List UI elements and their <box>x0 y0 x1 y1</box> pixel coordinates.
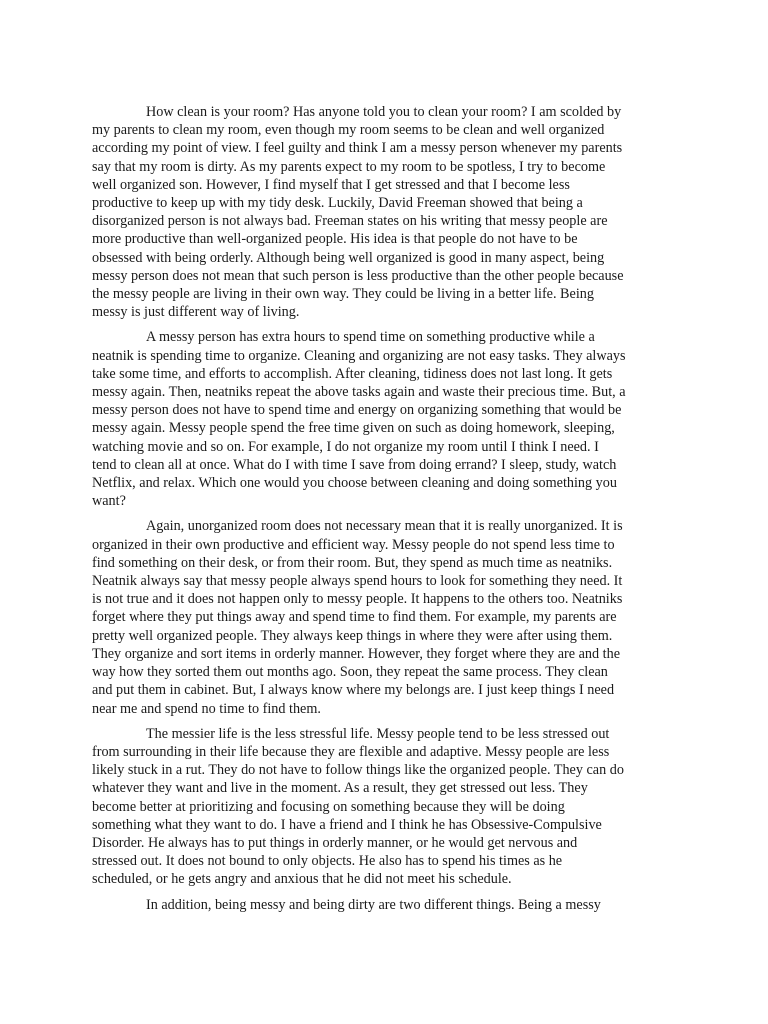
paragraph-messy-vs-dirty: In addition, being messy and being dirty are two different things. Being a messy <box>146 896 601 913</box>
paragraph-unorganized-room: Again, unorganized room does not necessary mean that it is really unorganized. It is organized in their own productive and efficient way. Messy people do not spend less time to find something on their desk, or from their room. But, they spend as much time as neatniks. Neatnik always say that messy people always spend hours to look for something they need. It is not true and it does not happen only to messy people. It happens to the others too. Neatniks forget where they put things away and spend time to find them. For example, my parents are pretty well organized people. They always keep things in where they were after using them. They organize and sort items in orderly manner. However, they forget where they are and the way how they sorted them out months ago. Soon, they repeat the same process. They clean and put them in cabinet. But, I always know where my belongs are. I just keep things I need near me and spend no time to find them. <box>92 518 623 717</box>
paragraph-extra-hours: A messy person has extra hours to spend time on something productive while a neatnik is spending time to organize. Cleaning and organizing are not easy tasks. They always take some time, and efforts to accomplish. After cleaning, tidiness does not last long. It gets messy again. Then, neatniks repeat the above tasks again and waste their precious time. But, a messy person does not have to spend time and energy on organizing something that would be messy again. Messy people spend the free time given on such as doing homework, sleeping, watching movie and so on. For example, I do not organize my room until I think I need. I tend to clean all at once. What do I with time I save from doing errand? I sleep, study, watch Netflix, and relax. Which one would you choose between cleaning and doing something you want? <box>92 329 626 510</box>
document-page <box>92 103 674 921</box>
paragraph-less-stressful: The messier life is the less stressful life. Messy people tend to be less stressed out from surrounding in their life because they are flexible and adaptive. Messy people are less likely stuck in a rut. They do not have to follow things like the organized people. They can do whatever they want and live in the moment. As a result, they get stressed out less. They become better at prioritizing and focusing on something because they will be doing something what they want to do. I have a friend and I think he has Obsessive-Compulsive Disorder. He always has to put things in orderly manner, or he would get nervous and stressed out. It does not bound to only objects. He also has to spend his times as he scheduled, or he gets angry and anxious that he did not meet his schedule. <box>92 725 624 888</box>
paragraph-intro: How clean is your room? Has anyone told you to clean your room? I am scolded by my parents to clean my room, even though my room seems to be clean and well organized according my point of view. I feel guilty and think I am a messy person whenever my parents say that my room is dirty. As my parents expect to my room to be spotless, I try to become well organized son. However, I find myself that I get stressed and that I become less productive to keep up with my tidy desk. Luckily, David Freeman showed that being a disorganized person is not always bad. Freeman states on his writing that messy people are more productive than well-organized people. His idea is that people do not have to be obsessed with being orderly. Although being well organized is good in many aspect, being messy person does not mean that such person is less productive than the other people because the messy people are living in their own way. They could be living in a better life. Being messy is just different way of living. <box>92 104 624 321</box>
